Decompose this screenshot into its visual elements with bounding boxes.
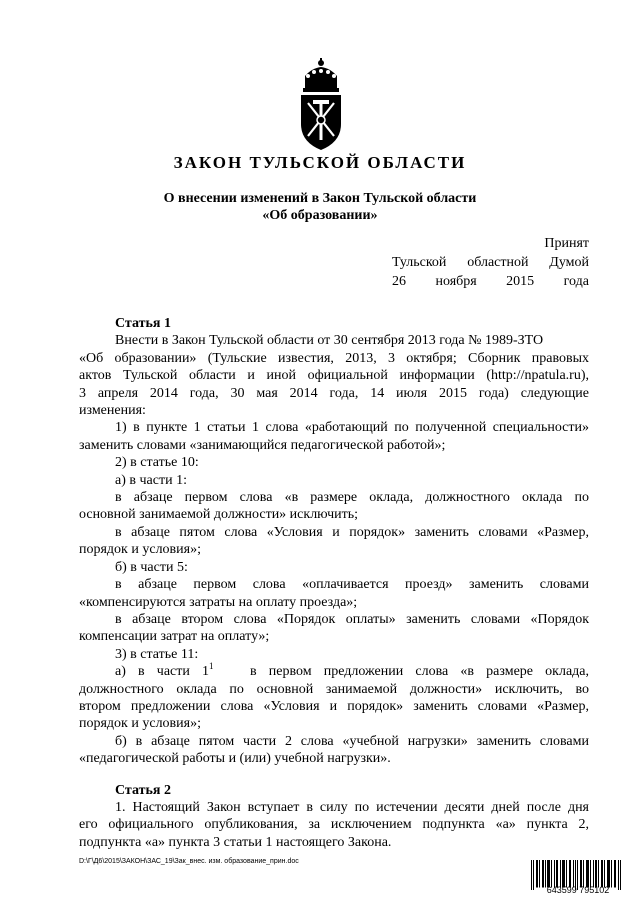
- adopted-date-line: [392, 272, 589, 291]
- adopted-by-line: [392, 253, 589, 272]
- adopted-word: Думой: [549, 255, 589, 270]
- adopted-word: ноября: [435, 274, 477, 289]
- adopted-word: областной: [467, 255, 529, 270]
- text-line: порядок и условия»;: [79, 716, 201, 732]
- file-path-footer: D:\Г\Д6\2015\ЗАКОН\ЗАС_19\Зак_внес. изм. образование_прин.doc: [79, 858, 299, 865]
- text-line: подпункта «а» пункта 3 статьи 1 настоящего Закона.: [79, 834, 392, 850]
- text-line: Внести в Закон Тульской области от 30 сентября 2013 года № 1989-ЗТО: [115, 333, 544, 349]
- text-line: актов Тульской области и иной официальной информации (http://npatula.ru),: [79, 368, 589, 384]
- adopted-word: 2015: [506, 274, 535, 289]
- article-1-heading: Статья 1: [115, 316, 171, 331]
- adopted-word: 26: [392, 274, 406, 289]
- text-line: 3) в статье 11:: [115, 646, 199, 662]
- text-line: [79, 663, 589, 680]
- text-line: а) в части 1:: [115, 472, 187, 488]
- text-line: 3 апреля 2014 года, 30 мая 2014 года, 14 июля 2015 года) следующие: [79, 385, 589, 401]
- text-line: 1. Настоящий Закон вступает в силу по истечении десяти дней после дня: [115, 799, 589, 815]
- text-line: его официального опубликования, за исключением подпункта «а» пункта 2,: [79, 817, 589, 833]
- law-body: [79, 315, 589, 851]
- barcode-number: 643599 795102: [546, 885, 610, 895]
- text-line: втором предложении слова «Условия и порядок» заменить словами «Размер,: [79, 698, 589, 714]
- law-title: ЗАКОН ТУЛЬСКОЙ ОБЛАСТИ: [173, 153, 467, 172]
- text-line: основной занимаемой должности» исключить;: [79, 507, 359, 523]
- text-line: в абзаце втором слова «Порядок оплаты» заменить словами «Порядок: [115, 611, 589, 627]
- text-line: 2) в статье 10:: [115, 455, 199, 471]
- subtitle-line: «Об образовании»: [262, 208, 378, 223]
- subtitle-line: О внесении изменений в Закон Тульской области: [163, 191, 477, 206]
- adopted-word: Тульской: [392, 255, 447, 270]
- text-line: 1) в пункте 1 статьи 1 слова «работающий по полученной специальности»: [115, 420, 589, 436]
- adopted-word: года: [563, 274, 589, 289]
- text-fragment: в первом предложении слова «в размере оклада,: [250, 664, 589, 680]
- text-line: б) в абзаце пятом части 2 слова «учебной нагрузки» заменить словами: [115, 733, 589, 749]
- text-line: «Об образовании» (Тульские известия, 2013, 3 октября; Сборник правовых: [79, 350, 589, 366]
- text-line: изменения:: [79, 403, 146, 419]
- text-line: в абзаце первом слова «оплачивается проезд» заменить словами: [115, 577, 589, 593]
- text-line: в абзаце первом слова «в размере оклада, должностного оклада по: [115, 490, 589, 506]
- adopted-label: Принят: [544, 236, 589, 251]
- text-fragment: а) в части 1: [115, 664, 210, 680]
- text-line: заменить словами «занимающийся педагогической работой»;: [79, 437, 446, 453]
- text-line: «педагогической работы и (или) учебной нагрузки».: [79, 751, 391, 767]
- law-subtitle: [0, 190, 640, 224]
- text-line: б) в части 5:: [115, 559, 188, 575]
- superscript: 1: [209, 661, 214, 672]
- article-2-heading: Статья 2: [115, 782, 171, 798]
- adoption-block: [392, 234, 589, 291]
- text-line: в абзаце пятом слова «Условия и порядок» заменить словами «Размер,: [115, 524, 589, 540]
- text-line: порядок и условия»;: [79, 542, 201, 558]
- tula-coat-of-arms-emblem: [296, 56, 346, 156]
- text-line: «компенсируются затраты на оплату проезда»;: [79, 594, 358, 610]
- text-line: должностного оклада по основной занимаемой должности» исключить, во: [79, 681, 589, 697]
- text-line: компенсации затрат на оплату»;: [79, 629, 270, 645]
